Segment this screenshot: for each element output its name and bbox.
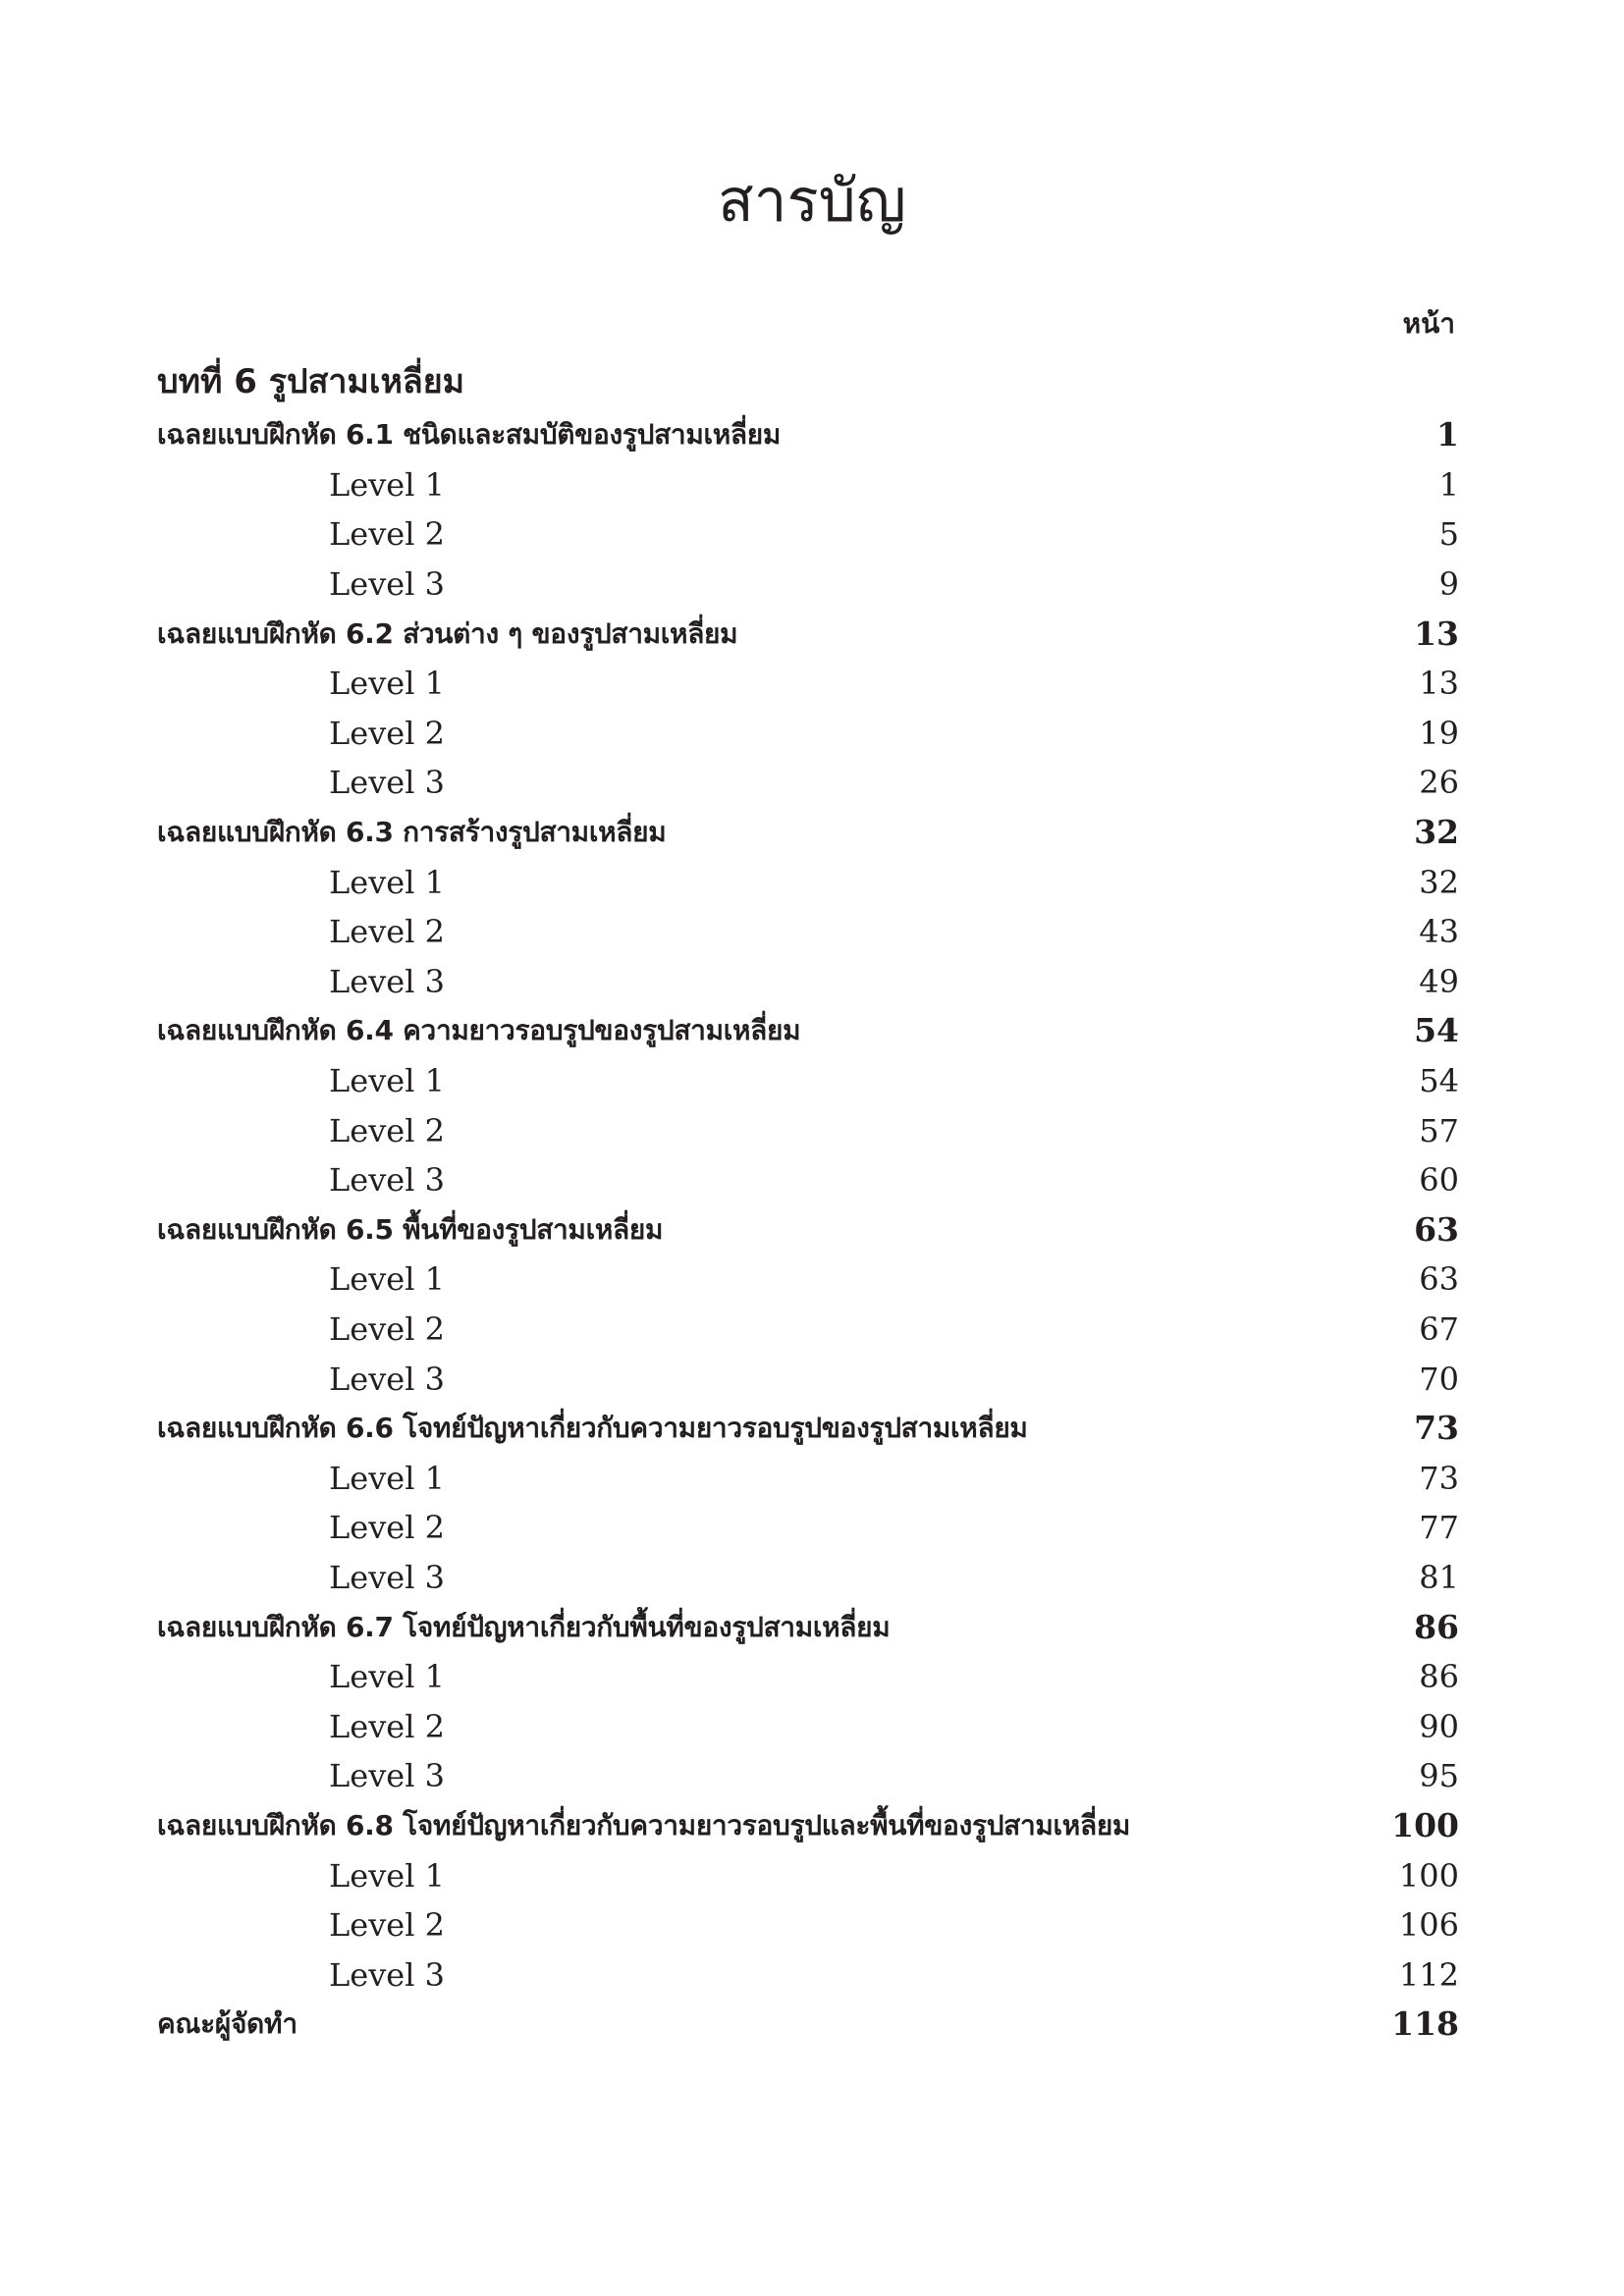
toc-entry-label: Level 1 — [329, 1658, 445, 1696]
toc-entry-label: Level 2 — [329, 714, 445, 752]
toc-entry-label: Level 2 — [329, 1309, 445, 1348]
toc-entry-label: Level 1 — [329, 1062, 445, 1100]
toc-entry-label: Level 2 — [329, 1111, 445, 1149]
toc-entry-label: Level 2 — [329, 1509, 445, 1547]
toc-section-entry[interactable] — [157, 2000, 1459, 2050]
toc-section-entry[interactable] — [157, 1404, 1459, 1454]
toc-page-number: 67 — [1419, 1309, 1459, 1348]
toc-level-entry[interactable] — [157, 1105, 1459, 1155]
toc-section-entry[interactable] — [157, 410, 1459, 460]
toc-page-number: 5 — [1438, 515, 1459, 554]
toc-page-number: 49 — [1419, 962, 1459, 1000]
toc-level-entry[interactable] — [157, 1900, 1459, 1950]
toc-level-entry[interactable] — [157, 560, 1459, 610]
page-column-label: หน้า — [1402, 307, 1455, 340]
toc-page-number: 57 — [1419, 1111, 1459, 1149]
toc-entry-label: Level 3 — [329, 1757, 445, 1795]
toc-section-entry[interactable] — [157, 1801, 1459, 1851]
toc-level-entry[interactable] — [157, 1850, 1459, 1900]
toc-level-entry[interactable] — [157, 1553, 1459, 1603]
toc-page-number: 86 — [1419, 1658, 1459, 1696]
toc-entry-label: Level 1 — [329, 1260, 445, 1299]
toc-level-entry[interactable] — [157, 659, 1459, 709]
toc-entry-label: เฉลยแบบฝึกหัด 6.1 ชนิดและสมบัติของรูปสามเหลี่ยม — [157, 418, 782, 452]
toc-entry-label: Level 3 — [329, 565, 445, 604]
toc-entry-label: เฉลยแบบฝึกหัด 6.8 โจทย์ปัญหาเกี่ยวกับความยาวรอบรูปและพื้นที่ของรูปสามเหลี่ยม — [157, 1808, 1131, 1842]
toc-page-number: 32 — [1419, 863, 1459, 901]
toc-level-entry[interactable] — [157, 1949, 1459, 2000]
toc-page-number: 13 — [1419, 665, 1459, 703]
toc-entry-label: Level 3 — [329, 1161, 445, 1200]
toc-entry-label: Level 2 — [329, 1906, 445, 1945]
toc-level-entry[interactable] — [157, 1354, 1459, 1404]
toc-page-number: 73 — [1419, 1459, 1459, 1497]
toc-page-number: 73 — [1414, 1409, 1459, 1448]
toc-page-number: 32 — [1414, 813, 1459, 852]
toc-level-entry[interactable] — [157, 907, 1459, 957]
toc-entry-label: Level 2 — [329, 515, 445, 554]
toc-page-number: 100 — [1391, 1805, 1459, 1844]
toc-level-entry[interactable] — [157, 1453, 1459, 1503]
toc-level-entry[interactable] — [157, 857, 1459, 907]
chapter-heading: บทที่ 6 รูปสามเหลี่ยม — [157, 362, 465, 401]
toc-page-number: 9 — [1438, 565, 1459, 604]
toc-level-entry[interactable] — [157, 1155, 1459, 1205]
toc-entry-label: เฉลยแบบฝึกหัด 6.5 พื้นที่ของรูปสามเหลี่ยม — [157, 1212, 664, 1246]
toc-page-number: 100 — [1398, 1856, 1459, 1895]
toc-page-number: 1 — [1436, 415, 1459, 454]
toc-page-number: 118 — [1391, 2004, 1459, 2044]
toc-entry-label: เฉลยแบบฝึกหัด 6.3 การสร้างรูปสามเหลี่ยม — [157, 816, 667, 849]
toc-section-entry[interactable] — [157, 808, 1459, 858]
toc-level-entry[interactable] — [157, 709, 1459, 759]
toc-page-number: 63 — [1414, 1209, 1459, 1249]
toc-page-number: 1 — [1438, 465, 1459, 504]
toc-level-entry[interactable] — [157, 957, 1459, 1007]
toc-page-number: 90 — [1419, 1707, 1459, 1745]
toc-entry-label: Level 1 — [329, 1856, 445, 1895]
toc-page-number: 77 — [1419, 1509, 1459, 1547]
toc-level-entry[interactable] — [157, 1751, 1459, 1801]
toc-entry-label: Level 1 — [329, 665, 445, 703]
toc-page-number: 19 — [1419, 714, 1459, 752]
toc-level-entry[interactable] — [157, 460, 1459, 510]
toc-level-entry[interactable] — [157, 1652, 1459, 1702]
toc-level-entry[interactable] — [157, 1255, 1459, 1305]
toc-entry-label: Level 3 — [329, 1360, 445, 1398]
toc-section-entry[interactable] — [157, 1205, 1459, 1255]
toc-entry-label: Level 2 — [329, 1707, 445, 1745]
toc-entry-label: เฉลยแบบฝึกหัด 6.7 โจทย์ปัญหาเกี่ยวกับพื้นที่ของรูปสามเหลี่ยม — [157, 1610, 891, 1643]
toc-page-number: 54 — [1414, 1011, 1459, 1050]
toc-entry-label: Level 3 — [329, 764, 445, 802]
toc-page-number: 26 — [1419, 764, 1459, 802]
toc-entry-label: Level 3 — [329, 1955, 445, 1994]
page-title: สารบัญ — [718, 167, 906, 236]
toc-page-number: 95 — [1419, 1757, 1459, 1795]
toc-section-entry[interactable] — [157, 1006, 1459, 1056]
toc-page-number: 54 — [1419, 1062, 1459, 1100]
toc-entry-label: Level 3 — [329, 1558, 445, 1596]
toc-page-number: 43 — [1419, 913, 1459, 951]
toc-page-number: 112 — [1398, 1955, 1459, 1994]
toc-entry-label: Level 1 — [329, 1459, 445, 1497]
toc-level-entry[interactable] — [157, 1056, 1459, 1106]
toc-page-number: 70 — [1419, 1360, 1459, 1398]
toc-entry-label: เฉลยแบบฝึกหัด 6.6 โจทย์ปัญหาเกี่ยวกับความยาวรอบรูปของรูปสามเหลี่ยม — [157, 1412, 1028, 1445]
toc-page-number: 106 — [1398, 1906, 1459, 1945]
toc-level-entry[interactable] — [157, 1503, 1459, 1553]
toc-page-number: 60 — [1419, 1161, 1459, 1200]
toc-page-number: 81 — [1419, 1558, 1459, 1596]
toc-entry-label: คณะผู้จัดทำ — [157, 2007, 298, 2041]
toc-section-entry[interactable] — [157, 1602, 1459, 1652]
toc-entry-label: Level 2 — [329, 913, 445, 951]
toc-level-entry[interactable] — [157, 1305, 1459, 1355]
toc-entry-label: Level 3 — [329, 962, 445, 1000]
toc-level-entry[interactable] — [157, 758, 1459, 808]
toc-page-number: 13 — [1414, 614, 1459, 653]
toc-entry-label: Level 1 — [329, 465, 445, 504]
toc-entry-label: เฉลยแบบฝึกหัด 6.4 ความยาวรอบรูปของรูปสามเหลี่ยม — [157, 1014, 801, 1047]
table-of-contents — [157, 410, 1459, 2050]
toc-section-entry[interactable] — [157, 609, 1459, 659]
toc-level-entry[interactable] — [157, 509, 1459, 560]
toc-level-entry[interactable] — [157, 1701, 1459, 1751]
toc-entry-label: เฉลยแบบฝึกหัด 6.2 ส่วนต่าง ๆ ของรูปสามเหลี่ยม — [157, 616, 738, 650]
toc-page-number: 63 — [1419, 1260, 1459, 1299]
toc-entry-label: Level 1 — [329, 863, 445, 901]
toc-page-number: 86 — [1414, 1607, 1459, 1646]
